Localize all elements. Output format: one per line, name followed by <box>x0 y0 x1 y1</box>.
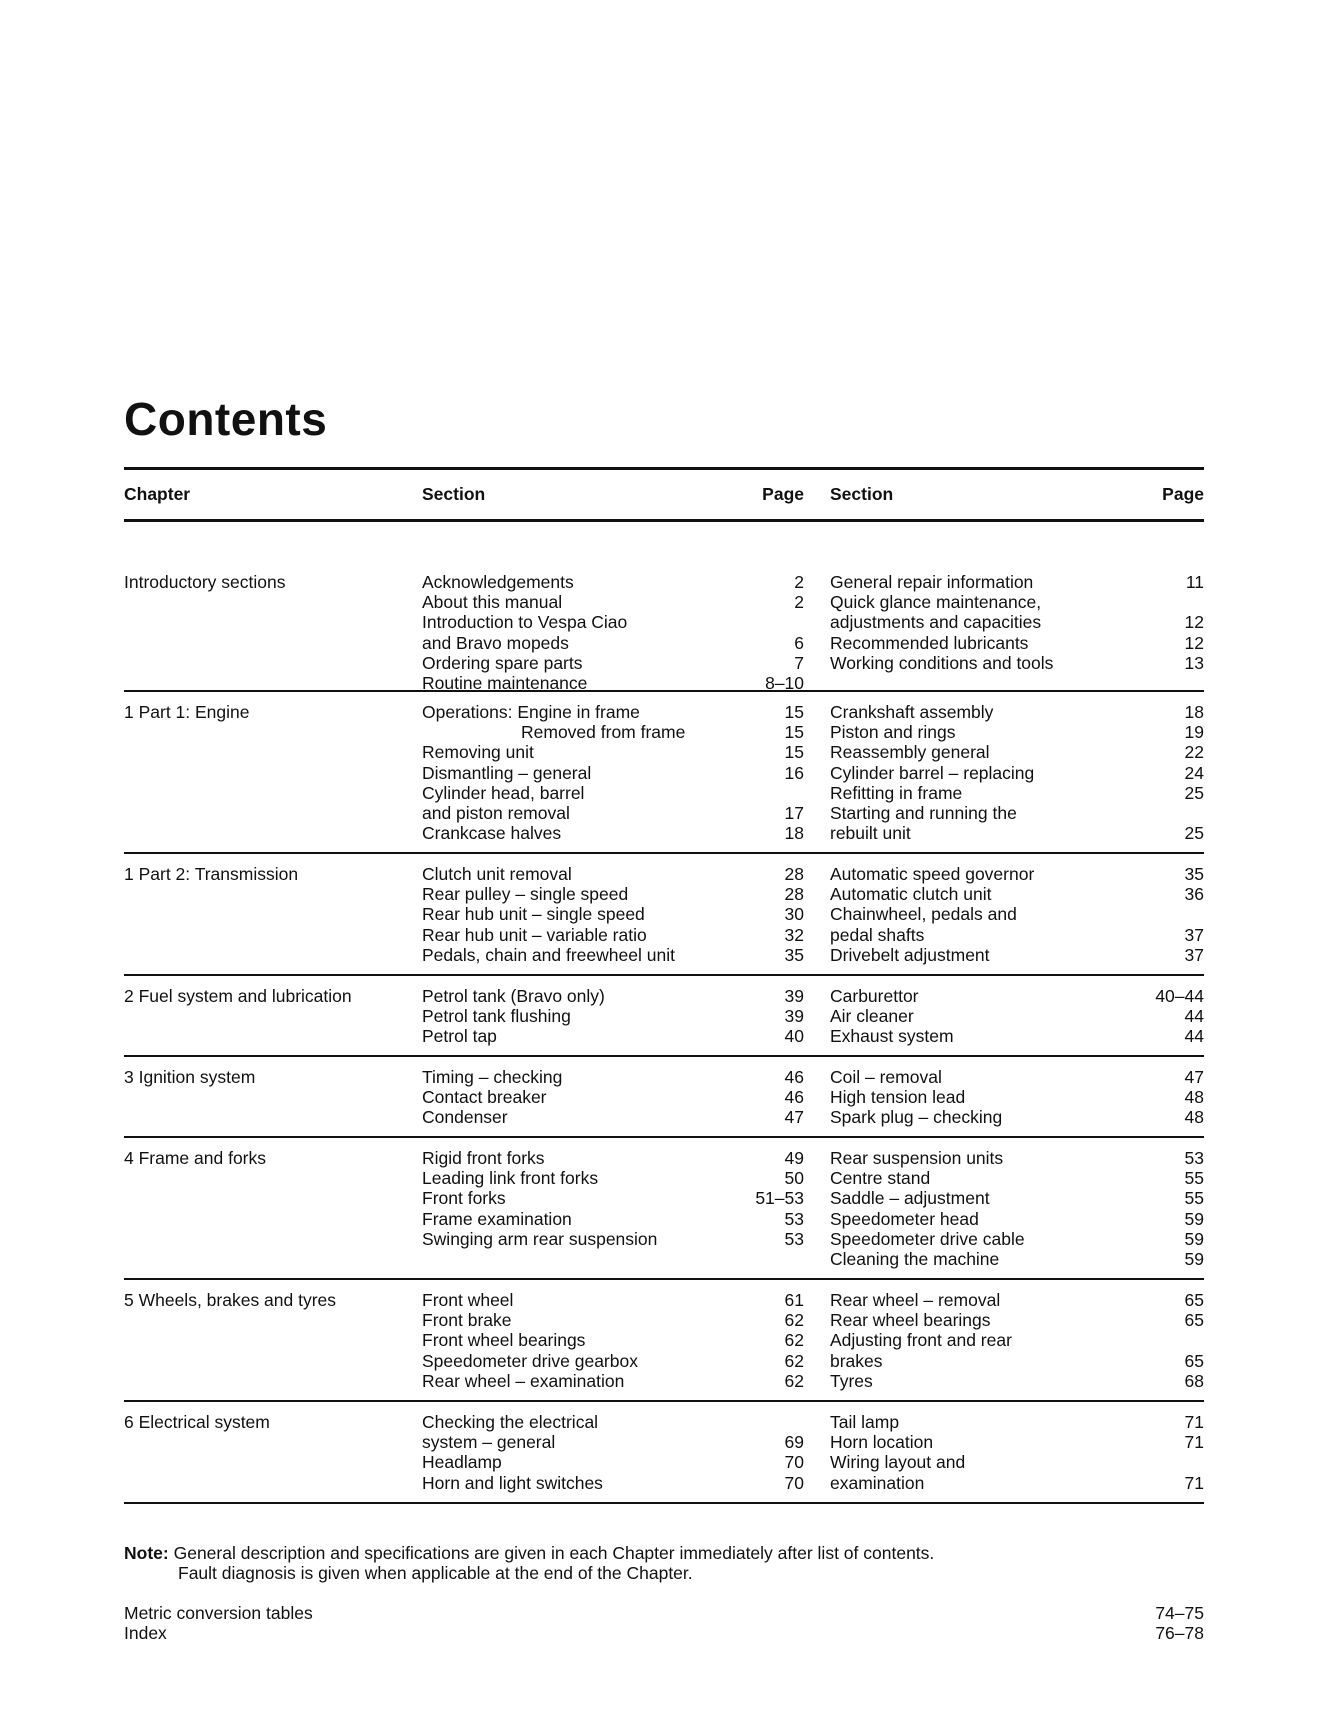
section-page: 12 <box>1184 632 1204 653</box>
section-title: General repair information <box>830 572 1034 592</box>
section-page: 7 <box>794 652 804 673</box>
section-page: 50 <box>784 1168 804 1189</box>
table-row <box>124 722 1204 742</box>
section-page: 2 <box>794 592 804 613</box>
section-title: Rear wheel – removal <box>830 1290 1001 1310</box>
table-header <box>124 467 1204 522</box>
section-page: 15 <box>784 722 804 743</box>
section-title: Condenser <box>422 1107 508 1128</box>
section-page: 6 <box>794 632 804 653</box>
section-title: Wiring layout and <box>830 1452 966 1473</box>
section-page: 17 <box>784 802 804 823</box>
section-title: Spark plug – checking <box>830 1107 1003 1128</box>
section-title: Speedometer drive gearbox <box>422 1350 638 1371</box>
extra-entries <box>124 1603 1204 1643</box>
table-row <box>124 1432 1204 1452</box>
section-title: Rear wheel – examination <box>422 1370 625 1391</box>
header-chapter: Chapter <box>124 484 191 504</box>
chapter-groups <box>124 522 1204 1504</box>
table-row <box>124 803 1204 823</box>
section-page: 62 <box>784 1310 804 1331</box>
section-title: Removed from frame <box>521 722 686 743</box>
section-page: 15 <box>784 702 804 722</box>
section-title: Saddle – adjustment <box>830 1188 990 1209</box>
table-row <box>124 1371 1204 1391</box>
section-title: Drivebelt adjustment <box>830 944 990 965</box>
section-title: Air cleaner <box>830 1006 914 1027</box>
section-title: Checking the electrical <box>422 1412 599 1432</box>
section-page: 40–44 <box>1155 986 1204 1006</box>
section-page: 39 <box>784 986 804 1006</box>
section-page: 59 <box>1184 1208 1204 1229</box>
header-section-1: Section <box>422 484 486 504</box>
section-page: 65 <box>1184 1310 1204 1331</box>
section-title: Piston and rings <box>830 722 956 743</box>
section-page: 61 <box>784 1290 804 1310</box>
chapter-group <box>124 1402 1204 1504</box>
chapter-name: 6 Electrical system <box>124 1412 270 1432</box>
table-row <box>124 1351 1204 1371</box>
contents-table <box>124 467 1204 1504</box>
section-page: 71 <box>1184 1412 1204 1432</box>
section-title: Pedals, chain and freewheel unit <box>422 944 675 965</box>
section-page: 48 <box>1184 1087 1204 1108</box>
section-title: High tension lead <box>830 1087 966 1108</box>
section-page: 68 <box>1184 1370 1204 1391</box>
extra-page: 76–78 <box>1155 1623 1204 1644</box>
section-title: Recommended lubricants <box>830 632 1029 653</box>
section-title: Coil – removal <box>830 1067 942 1087</box>
section-page: 8–10 <box>765 672 804 693</box>
section-title: brakes <box>830 1350 883 1371</box>
extra-row <box>124 1603 1204 1623</box>
section-title: Reassembly general <box>830 742 990 763</box>
section-title: Petrol tank flushing <box>422 1006 571 1027</box>
header-page-1: Page <box>762 484 804 504</box>
section-title: Horn location <box>830 1432 934 1453</box>
chapter-group <box>124 692 1204 854</box>
table-row <box>124 653 1204 673</box>
section-page: 22 <box>1184 742 1204 763</box>
section-page: 24 <box>1184 762 1204 783</box>
section-title: examination <box>830 1472 925 1493</box>
section-page: 48 <box>1184 1107 1204 1128</box>
note-label: Note: <box>124 1543 169 1563</box>
section-page: 46 <box>784 1087 804 1108</box>
table-row <box>124 783 1204 803</box>
section-page: 70 <box>784 1472 804 1493</box>
section-title: Cleaning the machine <box>830 1248 1000 1269</box>
section-page: 46 <box>784 1067 804 1087</box>
table-row <box>124 612 1204 632</box>
section-page: 69 <box>784 1432 804 1453</box>
section-page: 37 <box>1184 944 1204 965</box>
section-page: 30 <box>784 904 804 925</box>
section-title: Speedometer drive cable <box>830 1228 1025 1249</box>
section-page: 53 <box>784 1208 804 1229</box>
section-title: Cylinder barrel – replacing <box>830 762 1035 783</box>
section-title: pedal shafts <box>830 924 925 945</box>
section-title: Crankshaft assembly <box>830 702 994 722</box>
table-row <box>124 1026 1204 1046</box>
section-title: Timing – checking <box>422 1067 563 1087</box>
section-page: 59 <box>1184 1228 1204 1249</box>
section-page: 47 <box>784 1107 804 1128</box>
section-page: 53 <box>784 1228 804 1249</box>
section-title: Starting and running the <box>830 802 1017 823</box>
section-page: 44 <box>1184 1026 1204 1047</box>
section-page: 70 <box>784 1452 804 1473</box>
section-page: 2 <box>794 572 804 592</box>
section-page: 11 <box>1185 572 1204 592</box>
section-title: Operations: Engine in frame <box>422 702 640 722</box>
table-row <box>124 823 1204 843</box>
section-page: 19 <box>1184 722 1204 743</box>
extra-page: 74–75 <box>1155 1603 1204 1623</box>
section-title: Rear wheel bearings <box>830 1310 991 1331</box>
table-row <box>124 1473 1204 1493</box>
table-row <box>124 572 1204 592</box>
table-row <box>124 1249 1204 1269</box>
section-page: 12 <box>1184 612 1204 633</box>
section-title: Rear hub unit – variable ratio <box>422 924 647 945</box>
section-title: Rear pulley – single speed <box>422 884 629 905</box>
chapter-name: 3 Ignition system <box>124 1067 256 1087</box>
section-title: Headlamp <box>422 1452 502 1473</box>
section-page: 53 <box>1184 1148 1204 1168</box>
table-row <box>124 1188 1204 1208</box>
section-page: 35 <box>1184 864 1204 884</box>
section-title: Frame examination <box>422 1208 572 1229</box>
section-page: 16 <box>784 762 804 783</box>
section-title: Clutch unit removal <box>422 864 572 884</box>
section-title: system – general <box>422 1432 556 1453</box>
header-page-2: Page <box>1162 484 1204 504</box>
table-row <box>124 1107 1204 1127</box>
header-section-2: Section <box>830 484 894 504</box>
table-row <box>124 1168 1204 1188</box>
table-row <box>124 763 1204 783</box>
section-page: 71 <box>1184 1432 1204 1453</box>
table-row <box>124 633 1204 653</box>
table-row <box>124 986 1204 1006</box>
chapter-name: 1 Part 1: Engine <box>124 702 250 722</box>
section-title: Rear suspension units <box>830 1148 1004 1168</box>
section-title: Petrol tap <box>422 1026 497 1047</box>
extra-row <box>124 1623 1204 1643</box>
section-title: Front forks <box>422 1188 506 1209</box>
section-page: 62 <box>784 1330 804 1351</box>
section-title: adjustments and capacities <box>830 612 1042 633</box>
table-row <box>124 592 1204 612</box>
table-row <box>124 864 1204 884</box>
note <box>124 1543 1124 1583</box>
section-title: Contact breaker <box>422 1087 547 1108</box>
section-page: 35 <box>784 944 804 965</box>
table-row <box>124 742 1204 762</box>
section-page: 13 <box>1184 652 1204 673</box>
table-row <box>124 1209 1204 1229</box>
section-page: 36 <box>1184 884 1204 905</box>
section-title: Front wheel <box>422 1290 514 1310</box>
section-title: Rear hub unit – single speed <box>422 904 645 925</box>
section-title: Leading link front forks <box>422 1168 599 1189</box>
page-title: Contents <box>124 393 328 445</box>
table-row <box>124 1148 1204 1168</box>
section-title: Adjusting front and rear <box>830 1330 1012 1351</box>
section-title: Chainwheel, pedals and <box>830 904 1017 925</box>
section-title: Routine maintenance <box>422 672 588 693</box>
section-title: and Bravo mopeds <box>422 632 569 653</box>
section-title: Automatic speed governor <box>830 864 1035 884</box>
table-row <box>124 1290 1204 1310</box>
note-line-2: Fault diagnosis is given when applicable at the end of the Chapter. <box>178 1563 693 1583</box>
note-line-1: General description and specifications are given in each Chapter immediately after list of contents. <box>173 1543 935 1563</box>
section-page: 25 <box>1184 823 1204 844</box>
chapter-name: Introductory sections <box>124 572 286 592</box>
section-page: 15 <box>784 742 804 763</box>
section-page: 47 <box>1184 1067 1204 1087</box>
section-title: Front brake <box>422 1310 512 1331</box>
section-title: Introduction to Vespa Ciao <box>422 612 628 633</box>
section-title: rebuilt unit <box>830 823 911 844</box>
extra-title: Metric conversion tables <box>124 1603 313 1623</box>
extra-title: Index <box>124 1623 167 1644</box>
table-row <box>124 1330 1204 1350</box>
section-page: 32 <box>784 924 804 945</box>
section-title: Working conditions and tools <box>830 652 1054 673</box>
section-title: Horn and light switches <box>422 1472 603 1493</box>
section-page: 49 <box>784 1148 804 1168</box>
table-row <box>124 925 1204 945</box>
section-title: Tail lamp <box>830 1412 900 1432</box>
section-title: Carburettor <box>830 986 919 1006</box>
chapter-name: 5 Wheels, brakes and tyres <box>124 1290 337 1310</box>
table-row <box>124 1452 1204 1472</box>
section-page: 55 <box>1184 1188 1204 1209</box>
table-row <box>124 1412 1204 1432</box>
section-page: 55 <box>1184 1168 1204 1189</box>
table-row <box>124 1229 1204 1249</box>
table-row <box>124 1067 1204 1087</box>
section-page: 40 <box>784 1026 804 1047</box>
section-page: 71 <box>1184 1472 1204 1493</box>
section-page: 39 <box>784 1006 804 1027</box>
section-title: Refitting in frame <box>830 782 963 803</box>
chapter-group <box>124 1138 1204 1280</box>
section-title: Rigid front forks <box>422 1148 545 1168</box>
table-row <box>124 1006 1204 1026</box>
section-page: 62 <box>784 1370 804 1391</box>
chapter-name: 1 Part 2: Transmission <box>124 864 299 884</box>
section-page: 28 <box>784 884 804 905</box>
section-page: 18 <box>784 823 804 844</box>
chapter-name: 2 Fuel system and lubrication <box>124 986 352 1006</box>
section-page: 65 <box>1184 1350 1204 1371</box>
section-page: 37 <box>1184 924 1204 945</box>
section-page: 25 <box>1184 782 1204 803</box>
section-page: 44 <box>1184 1006 1204 1027</box>
section-page: 65 <box>1184 1290 1204 1310</box>
section-title: About this manual <box>422 592 563 613</box>
table-row <box>124 945 1204 965</box>
section-title: Centre stand <box>830 1168 931 1189</box>
section-page: 51–53 <box>755 1188 804 1209</box>
section-title: Speedometer head <box>830 1208 979 1229</box>
table-row <box>124 1087 1204 1107</box>
section-page: 62 <box>784 1350 804 1371</box>
section-page: 28 <box>784 864 804 884</box>
chapter-group <box>124 976 1204 1057</box>
section-title: Front wheel bearings <box>422 1330 586 1351</box>
table-row <box>124 702 1204 722</box>
chapter-group <box>124 1057 1204 1138</box>
section-title: Exhaust system <box>830 1026 954 1047</box>
section-title: Cylinder head, barrel <box>422 782 585 803</box>
chapter-group <box>124 1280 1204 1402</box>
chapter-name: 4 Frame and forks <box>124 1148 266 1168</box>
chapter-group <box>124 854 1204 976</box>
section-title: Ordering spare parts <box>422 652 583 673</box>
section-page: 59 <box>1184 1248 1204 1269</box>
section-title: Quick glance maintenance, <box>830 592 1042 613</box>
section-title: Removing unit <box>422 742 534 763</box>
section-page: 18 <box>1184 702 1204 722</box>
section-title: Petrol tank (Bravo only) <box>422 986 605 1006</box>
section-title: Crankcase halves <box>422 823 562 844</box>
table-row <box>124 1310 1204 1330</box>
chapter-group <box>124 522 1204 692</box>
section-title: Swinging arm rear suspension <box>422 1228 658 1249</box>
section-title: Automatic clutch unit <box>830 884 992 905</box>
table-row <box>124 904 1204 924</box>
section-title: and piston removal <box>422 802 570 823</box>
table-row <box>124 884 1204 904</box>
section-title: Dismantling – general <box>422 762 592 783</box>
section-title: Tyres <box>830 1370 873 1391</box>
section-title: Acknowledgements <box>422 572 574 592</box>
table-row <box>124 673 1204 693</box>
